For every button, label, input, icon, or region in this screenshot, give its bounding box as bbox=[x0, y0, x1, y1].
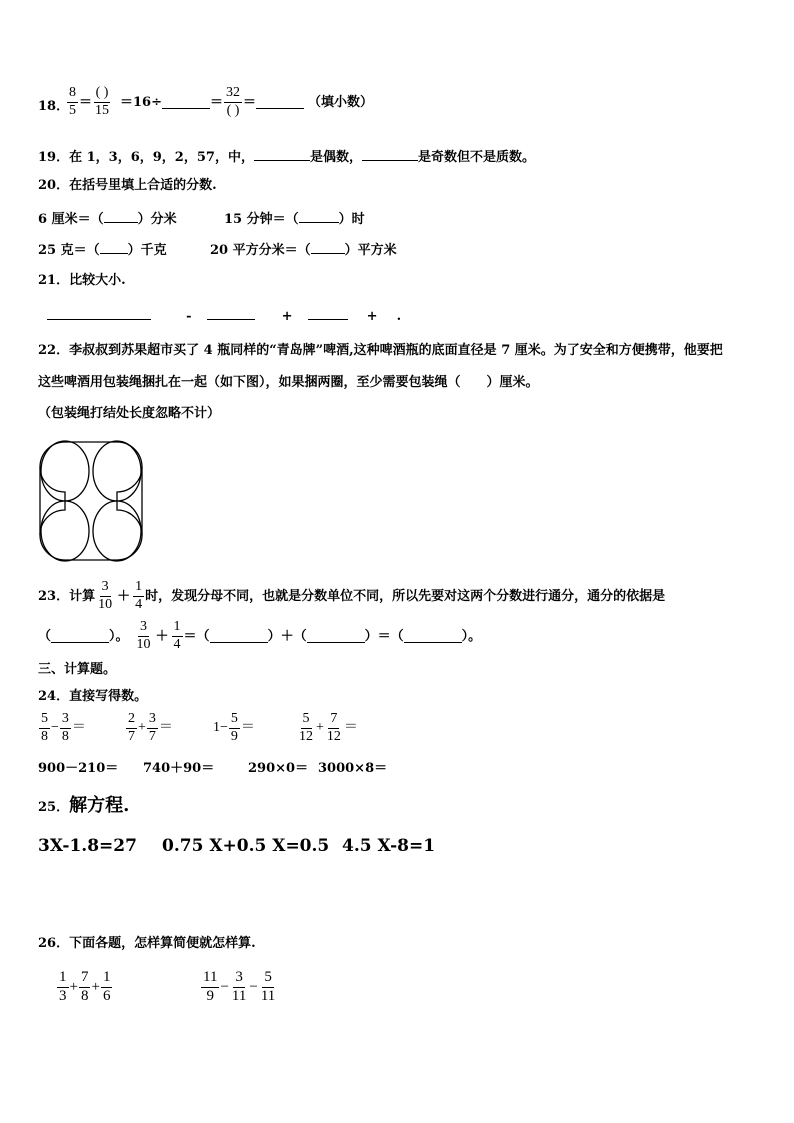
question-21: 21．比较大小. bbox=[38, 273, 126, 288]
fraction: $\frac{7}{12}$ bbox=[326, 711, 341, 744]
q24-calc-4: 3000×8＝ bbox=[318, 761, 388, 776]
answer-blank[interactable] bbox=[256, 96, 304, 109]
answer-blank[interactable] bbox=[47, 307, 151, 320]
q24-calc-1: 900－210＝ bbox=[38, 761, 119, 776]
answer-blank[interactable] bbox=[100, 241, 128, 254]
fraction: $\frac{2}{7}$ bbox=[128, 711, 135, 744]
section-title: 三、计算题。 bbox=[38, 662, 117, 677]
answer-blank[interactable] bbox=[207, 307, 255, 320]
fraction: $\frac{7}{8}$ bbox=[80, 969, 89, 1004]
fraction: $\frac{3}{11}$ bbox=[231, 969, 247, 1004]
fraction: $\frac{1}{4}$ bbox=[173, 619, 181, 652]
q22-note: （包装绳打结处长度忽略不计） bbox=[38, 406, 221, 421]
question-number: 24． bbox=[38, 689, 70, 704]
answer-blank[interactable] bbox=[311, 241, 345, 254]
question-24: 24．直接写得数。 bbox=[38, 689, 148, 704]
fraction: $\frac{5}{11}$ bbox=[260, 969, 276, 1004]
question-number: 23． bbox=[38, 588, 70, 604]
question-number: 20． bbox=[38, 178, 70, 193]
question-26: 26．下面各题，怎样算简便就怎样算. bbox=[38, 936, 256, 951]
answer-blank[interactable] bbox=[104, 210, 138, 223]
answer-blank[interactable] bbox=[362, 148, 418, 161]
q26-expr-2: $\frac{11}{9}$ − $\frac{3}{11}$ − $\frac{5}{11}$ bbox=[203, 969, 276, 1004]
question-number: 21． bbox=[38, 273, 70, 288]
q25-eq-2: 0.75 X+0.5 X=0.5 bbox=[162, 836, 330, 856]
rope-outline bbox=[40, 442, 142, 560]
answer-blank[interactable] bbox=[210, 630, 268, 643]
q25-title: 解方程. bbox=[69, 795, 130, 816]
answer-blank[interactable] bbox=[299, 210, 339, 223]
fraction: $\frac{3}{10}$ bbox=[98, 579, 113, 612]
q20-item-a: 6 厘米＝（ ）分米 bbox=[38, 212, 177, 227]
q24-expr-4: $\frac{5}{12}$ + $\frac{7}{12}$ ＝ bbox=[299, 711, 358, 744]
fraction: $\frac{( )}{15}$ bbox=[95, 85, 110, 118]
question-23: 23． 计算 $\frac{3}{10}$ ＋ $\frac{1}{4}$ 时，发现分母不同，也就是分数单位不同，所以先要对这两个分数进行通分，通分的依据是 bbox=[38, 579, 666, 612]
answer-blank[interactable] bbox=[307, 630, 365, 643]
q20-item-b: 15 分钟＝（ ）时 bbox=[224, 212, 365, 227]
question-25 bbox=[38, 797, 129, 815]
fraction: $\frac{11}{9}$ bbox=[203, 969, 218, 1004]
q24-expr-2: $\frac{2}{7}$ + $\frac{3}{7}$ ＝ bbox=[128, 711, 173, 744]
answer-blank[interactable] bbox=[308, 307, 348, 320]
fraction: $\frac{3}{10}$ bbox=[136, 619, 151, 652]
q20-item-c: 25 克＝（ ）千克 bbox=[38, 243, 167, 258]
fraction: $\frac{1}{3}$ bbox=[59, 969, 67, 1004]
fraction: $\frac{5}{9}$ bbox=[230, 711, 238, 744]
q24-calc-3: 290×0＝ bbox=[248, 761, 309, 776]
q21-compare-row: - + + . bbox=[47, 307, 401, 323]
answer-blank[interactable] bbox=[254, 148, 310, 161]
fraction: $\frac{5}{12}$ bbox=[299, 711, 313, 744]
q24-expr-3: 1− $\frac{5}{9}$ ＝ bbox=[213, 711, 255, 744]
question-19: 19．在 1，3，6，9，2，57，中， 是偶数， 是奇数但不是质数。 bbox=[38, 150, 535, 165]
question-18 bbox=[38, 88, 70, 114]
answer-blank[interactable] bbox=[404, 630, 462, 643]
q25-eq-1: 3X-1.8=27 bbox=[38, 836, 137, 856]
q25-eq-3: 4.5 X-8=1 bbox=[342, 836, 436, 856]
q24-expr-1: $\frac{5}{8}$ − $\frac{3}{8}$ ＝ bbox=[41, 711, 86, 744]
fraction: $\frac{5}{8}$ bbox=[41, 711, 48, 744]
fraction: $\frac{32}{( )}$ bbox=[226, 85, 241, 118]
answer-blank[interactable] bbox=[51, 630, 109, 643]
question-number: 25． bbox=[38, 800, 70, 815]
question-number: 22． bbox=[38, 343, 70, 358]
question-22: 22．李叔叔到苏果超市买了 4 瓶同样的“青岛牌”啤酒,这种啤酒瓶的底面直径是 7 厘米。为了安全和方便携带，他要把 bbox=[38, 343, 723, 358]
q23-line-2: （ ）。 $\frac{3}{10}$ ＋ $\frac{1}{4}$ ＝（ ）＋（ ）＝（ ）。 bbox=[38, 619, 482, 652]
fraction: $\frac{3}{8}$ bbox=[61, 711, 69, 744]
question-number: 18． bbox=[38, 99, 70, 114]
fraction: $\frac{1}{6}$ bbox=[102, 969, 111, 1004]
question-number: 26． bbox=[38, 936, 70, 951]
fraction: $\frac{8}{5}$ bbox=[69, 85, 76, 118]
question-20: 20．在括号里填上合适的分数. bbox=[38, 178, 217, 193]
q26-expr-1: $\frac{1}{3}$ + $\frac{7}{8}$ + $\frac{1}{6}$ bbox=[59, 969, 111, 1004]
q24-calc-2: 740＋90＝ bbox=[143, 761, 215, 776]
fraction: $\frac{1}{4}$ bbox=[135, 579, 143, 612]
q22-line-2: 这些啤酒用包装绳捆扎在一起（如下图），如果捆两圈，至少需要包装绳（ ）厘米。 bbox=[38, 375, 539, 390]
bottles-bundle-diagram bbox=[36, 438, 156, 566]
fraction: $\frac{3}{7}$ bbox=[148, 711, 156, 744]
answer-blank[interactable] bbox=[162, 96, 210, 109]
question-number: 19． bbox=[38, 150, 70, 165]
q20-item-d: 20 平方分米＝（ ）平方米 bbox=[210, 243, 397, 258]
q18-expression: $\frac{8}{5}$ ＝ $\frac{( )}{15}$ ＝16÷ ＝ $\frac{32}{( )}$ ＝ （填小数） bbox=[69, 85, 374, 118]
